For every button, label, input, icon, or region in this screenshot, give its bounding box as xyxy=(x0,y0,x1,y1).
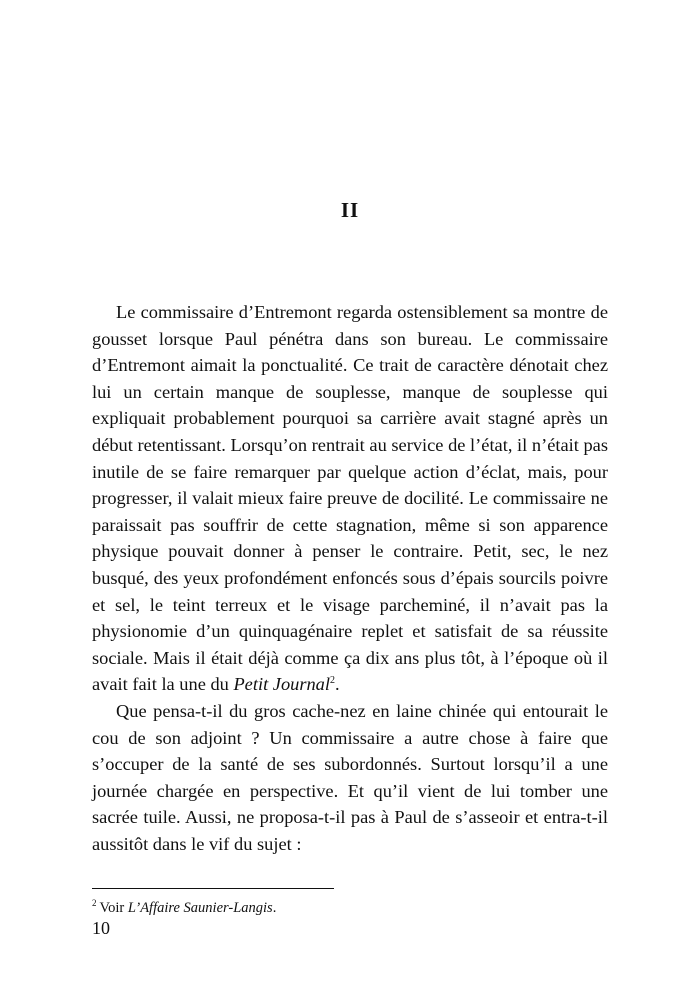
footnote-suffix: . xyxy=(272,900,277,916)
footnote-book-title: L’Affaire Saunier-Langis xyxy=(127,900,273,916)
newspaper-title: Petit Journal xyxy=(233,674,330,695)
paragraph-1-text: Le commissaire d’Entremont regarda ostensiblement sa montre de gousset lorsque Paul pénétra dans son bureau. Le commissaire d’Entremont aimait la ponctualité. Ce trait de caractère dénotait chez lui un certain manque de souplesse, manque de souplesse qui expliquait probablement pourquoi sa carrière avait stagné après un début retentissant. Lorsqu’on rentrait au service de l’état, il n’était pas inutile de se faire remarquer par quelque action d’éclat, mais, pour progresser, il valait mieux faire preuve de docilité. Le commissaire ne paraissait pas souffrir de cette stagnation, même si son apparence physique pouvait donner à penser le contraire. Petit, sec, le nez busqué, des yeux profondément enfoncés sous d’épais sourcils poivre et sel, le teint terreux et le visage parcheminé, il n’avait pas la physionomie d’un quinquagénaire replet et satisfait de sa réussite sociale. Mais il était déjà comme ça dix ans plus tôt, à l’époque où il avait fait la une du xyxy=(92,302,608,695)
footnote xyxy=(92,899,276,917)
footnote-prefix: Voir xyxy=(99,900,128,916)
footnote-reference: 2 xyxy=(330,675,335,687)
body-text xyxy=(92,299,608,857)
page-number: 10 xyxy=(92,918,110,938)
paragraph-1 xyxy=(92,299,608,698)
paragraph-2: Que pensa-t-il du gros cache-nez en laine chinée qui entourait le cou de son adjoint ? Un commissaire a autre chose à faire que s’occuper de la santé de ses subordonnés. Surtout lorsqu’il a une journée chargée en perspective. Et qu’il vient de lui tomber une sacrée tuile. Aussi, ne proposa-t-il pas à Paul de s’asseoir et entra-t-il aussitôt dans le vif du sujet : xyxy=(92,700,608,854)
paragraph-1-end: . xyxy=(335,674,340,695)
footnote-number: 2 xyxy=(92,898,97,909)
chapter-title: II xyxy=(340,198,360,222)
footnote-separator xyxy=(92,888,334,889)
